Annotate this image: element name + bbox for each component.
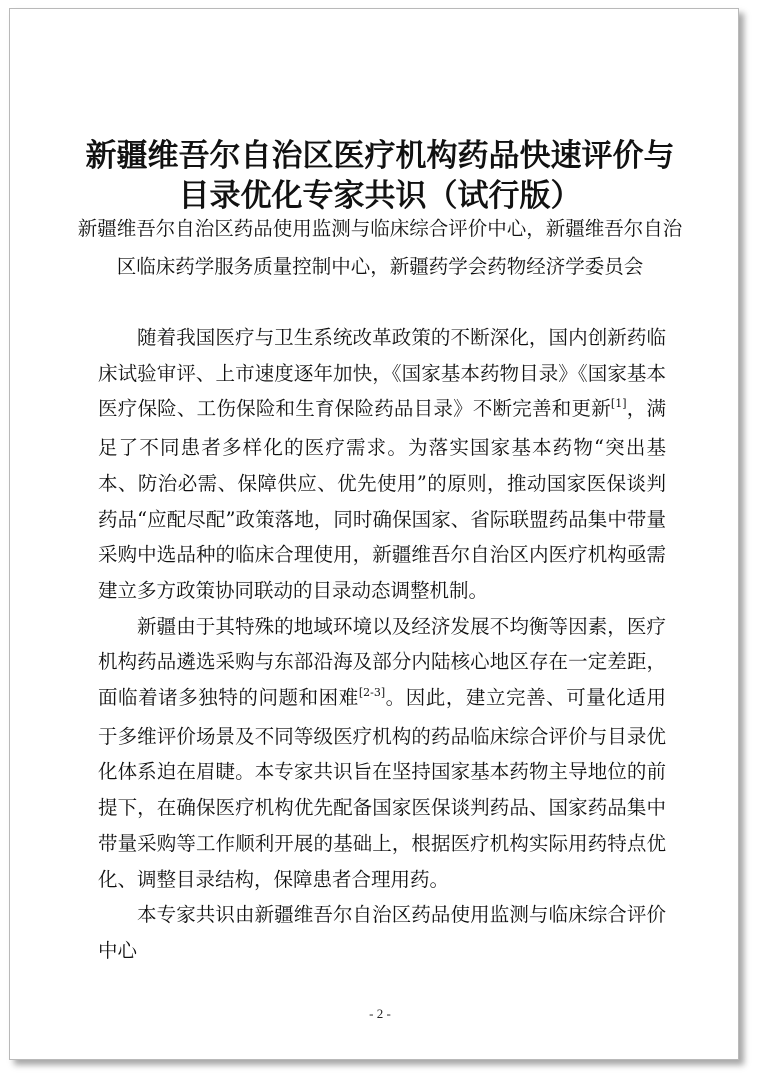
page-number: - 2 - (369, 1006, 391, 1021)
body-paragraph-2 (98, 609, 666, 898)
document-title-line-1: 新疆维吾尔自治区医疗机构药品快速评价与 (85, 138, 675, 174)
paragraph-text: 新疆由于其特殊的地域环境以及经济发展不均衡等因素，医疗机构药品遴选采购与东部沿海及部分内陆核心地区存在一定差距，面临着诸多独特的问题和困难 (98, 614, 666, 710)
citation-reference: [2-3] (358, 686, 386, 700)
author-affiliation-line-2: 区临床药学服务质量控制中心，新疆药学会药物经济学委员会 (116, 255, 644, 278)
paragraph-text: 本专家共识由新疆维吾尔自治区药品使用监测与临床综合评价中心 (98, 903, 666, 962)
citation-reference: [1] (610, 397, 627, 411)
paragraph-text: 随着我国医疗与卫生系统改革政策的不断深化，国内创新药临床试验审评、上市速度逐年加快，《国家基本药物目录》《国家基本医疗保险、工伤保险和生育保险药品目录》不断完善和更新 (98, 326, 666, 421)
author-affiliation-line-1: 新疆维吾尔自治区药品使用监测与临床综合评价中心，新疆维吾尔自治 (77, 217, 683, 240)
body-paragraph-3 (98, 897, 666, 968)
paragraph-text: 。因此，建立完善、可量化适用于多维评价场景及不同等级医疗机构的药品临床综合评价与目录优化体系迫在眉睫。本专家共识旨在坚持国家基本药物主导地位的前提下，在确保医疗机构优先配备国家医保谈判药品、国家药品集中带量采购等工作顺利开展的基础上，根据医疗机构实际用药特点优化、调整目录结构，保障患者合理用药。 (98, 686, 666, 891)
body-paragraph-1 (98, 320, 666, 609)
paragraph-text: ，满足了不同患者多样化的医疗需求。为落实国家基本药物“突出基本、防治必需、保障供应、优先使用”的原则，推动国家医保谈判药品“应配尽配”政策落地，同时确保国家、省际联盟药品集中带量采购中选品种的临床合理使用，新疆维吾尔自治区内医疗机构亟需建立多方政策协同联动的目录动态调整机制。 (98, 397, 666, 602)
document-title-line-2: 目录优化专家共识（试行版） (178, 178, 582, 214)
document-body (98, 320, 666, 969)
